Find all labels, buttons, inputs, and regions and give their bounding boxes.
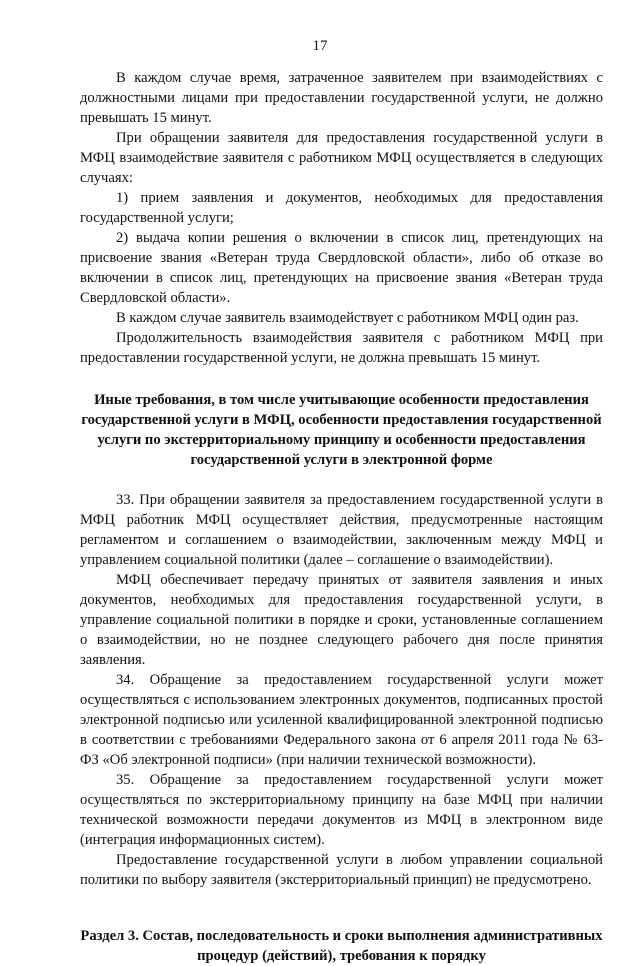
paragraph-case-2: 2) выдача копии решения о включении в список лиц, претендующих на присвоение звания «Ветеран труда Свердловской области», либо об отказе во включении в список лиц, претендующих на присвоение звания «Ветеран труда Свердловской области». [80, 230, 603, 306]
paragraph-case-1: 1) прием заявления и документов, необходимых для предоставления государственной услуги; [80, 190, 603, 226]
paragraph-mfc-interaction: При обращении заявителя для предоставления государственной услуги в МФЦ взаимодействие заявителя с работником МФЦ осуществляется в следующих случаях: [80, 130, 603, 186]
section-heading-other-requirements: Иные требования, в том числе учитывающие особенности предоставления государственной услуги в МФЦ, особенности предоставления государственной услуги по экстерриториальному принципу и особенности предоставления государственной услуги в электронной форме [81, 392, 602, 468]
paragraph-33: 33. При обращении заявителя за предоставлением государственной услуги в МФЦ работник МФЦ осуществляет действия, предусмотренные настоящим регламентом и соглашением о взаимодействии, заключенным между МФЦ и управлением социальной политики (далее – соглашение о взаимодействии). [80, 492, 603, 568]
section-heading-part-3: Раздел 3. Состав, последовательность и сроки выполнения административных процедур (действий), требования к порядку [80, 928, 603, 964]
paragraph-extraterritorial: Предоставление государственной услуги в любом управлении социальной политики по выбору заявителя (экстерриториальный принцип) не предусмотрено. [80, 852, 603, 888]
paragraph-mfc-transfer: МФЦ обеспечивает передачу принятых от заявителя заявления и иных документов, необходимых для предоставления государственной услуги, в управление социальной политики в порядке и сроки, установленные соглашением о взаимодействии, но не позднее следующего рабочего дня после принятия заявления. [80, 572, 603, 668]
paragraph-duration: Продолжительность взаимодействия заявителя с работником МФЦ при предоставлении государственной услуги, не должна превышать 15 минут. [80, 330, 603, 366]
paragraph-time-limit: В каждом случае время, затраченное заявителем при взаимодействиях с должностными лицами при предоставлении государственной услуги, не должно превышать 15 минут. [80, 70, 603, 126]
paragraph-once: В каждом случае заявитель взаимодействует с работником МФЦ один раз. [116, 310, 579, 326]
paragraph-34: 34. Обращение за предоставлением государственной услуги может осуществляться с использованием электронных документов, подписанных простой электронной подписью или усиленной квалифицированной электронной подписью в соответствии с требованиями Федерального закона от 6 апреля 2011 года № 63-ФЗ «Об электронной подписи» (при наличии технической возможности). [80, 672, 603, 768]
page-number: 17 [312, 38, 328, 54]
document-body [80, 68, 603, 966]
paragraph-35: 35. Обращение за предоставлением государственной услуги может осуществляться по экстерриториальному принципу на базе МФЦ при наличии технической возможности передачи документов из МФЦ в электронном виде (интеграция информационных систем). [80, 772, 603, 848]
